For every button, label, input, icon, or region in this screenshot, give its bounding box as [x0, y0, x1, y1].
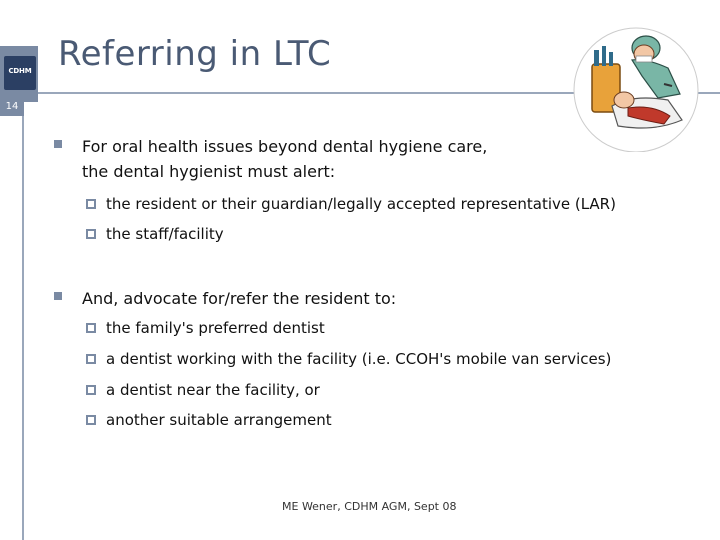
- slide-title: Referring in LTC: [58, 34, 332, 74]
- sub-bullet-text: a dentist near the facility, or: [106, 381, 320, 399]
- sub-bullet-square-icon: [86, 415, 96, 425]
- sub-bullet-square-icon: [86, 199, 96, 209]
- sub-bullet-square-icon: [86, 229, 96, 239]
- slide-footer: ME Wener, CDHM AGM, Sept 08: [282, 500, 457, 513]
- sub-bullet-square-icon: [86, 354, 96, 364]
- sub-bullet-text: the family's preferred dentist: [106, 319, 325, 337]
- dentist-clipart-icon: [572, 24, 700, 152]
- logo-text: CDHM: [8, 67, 32, 75]
- cdhm-logo: [4, 56, 36, 90]
- side-divider: [22, 116, 24, 540]
- bullet-alert-line2: the dental hygienist must alert:: [82, 162, 336, 181]
- page-number-badge: 14: [0, 98, 24, 116]
- logo-box: [0, 46, 38, 102]
- bullet-square-icon: [54, 140, 62, 148]
- bullet-square-icon: [54, 292, 62, 300]
- sub-bullet-text: the resident or their guardian/legally accepted representative (LAR): [106, 195, 616, 213]
- sub-bullet-text: another suitable arrangement: [106, 411, 332, 429]
- sub-bullet-text: the staff/facility: [106, 225, 224, 243]
- sub-bullet-square-icon: [86, 385, 96, 395]
- sub-bullet-text: a dentist working with the facility (i.e. CCOH's mobile van services): [106, 350, 612, 368]
- bullet-advocate-text: And, advocate for/refer the resident to:: [82, 289, 397, 308]
- bullet-alert-line1: For oral health issues beyond dental hygiene care,: [82, 137, 488, 156]
- sub-bullet-square-icon: [86, 323, 96, 333]
